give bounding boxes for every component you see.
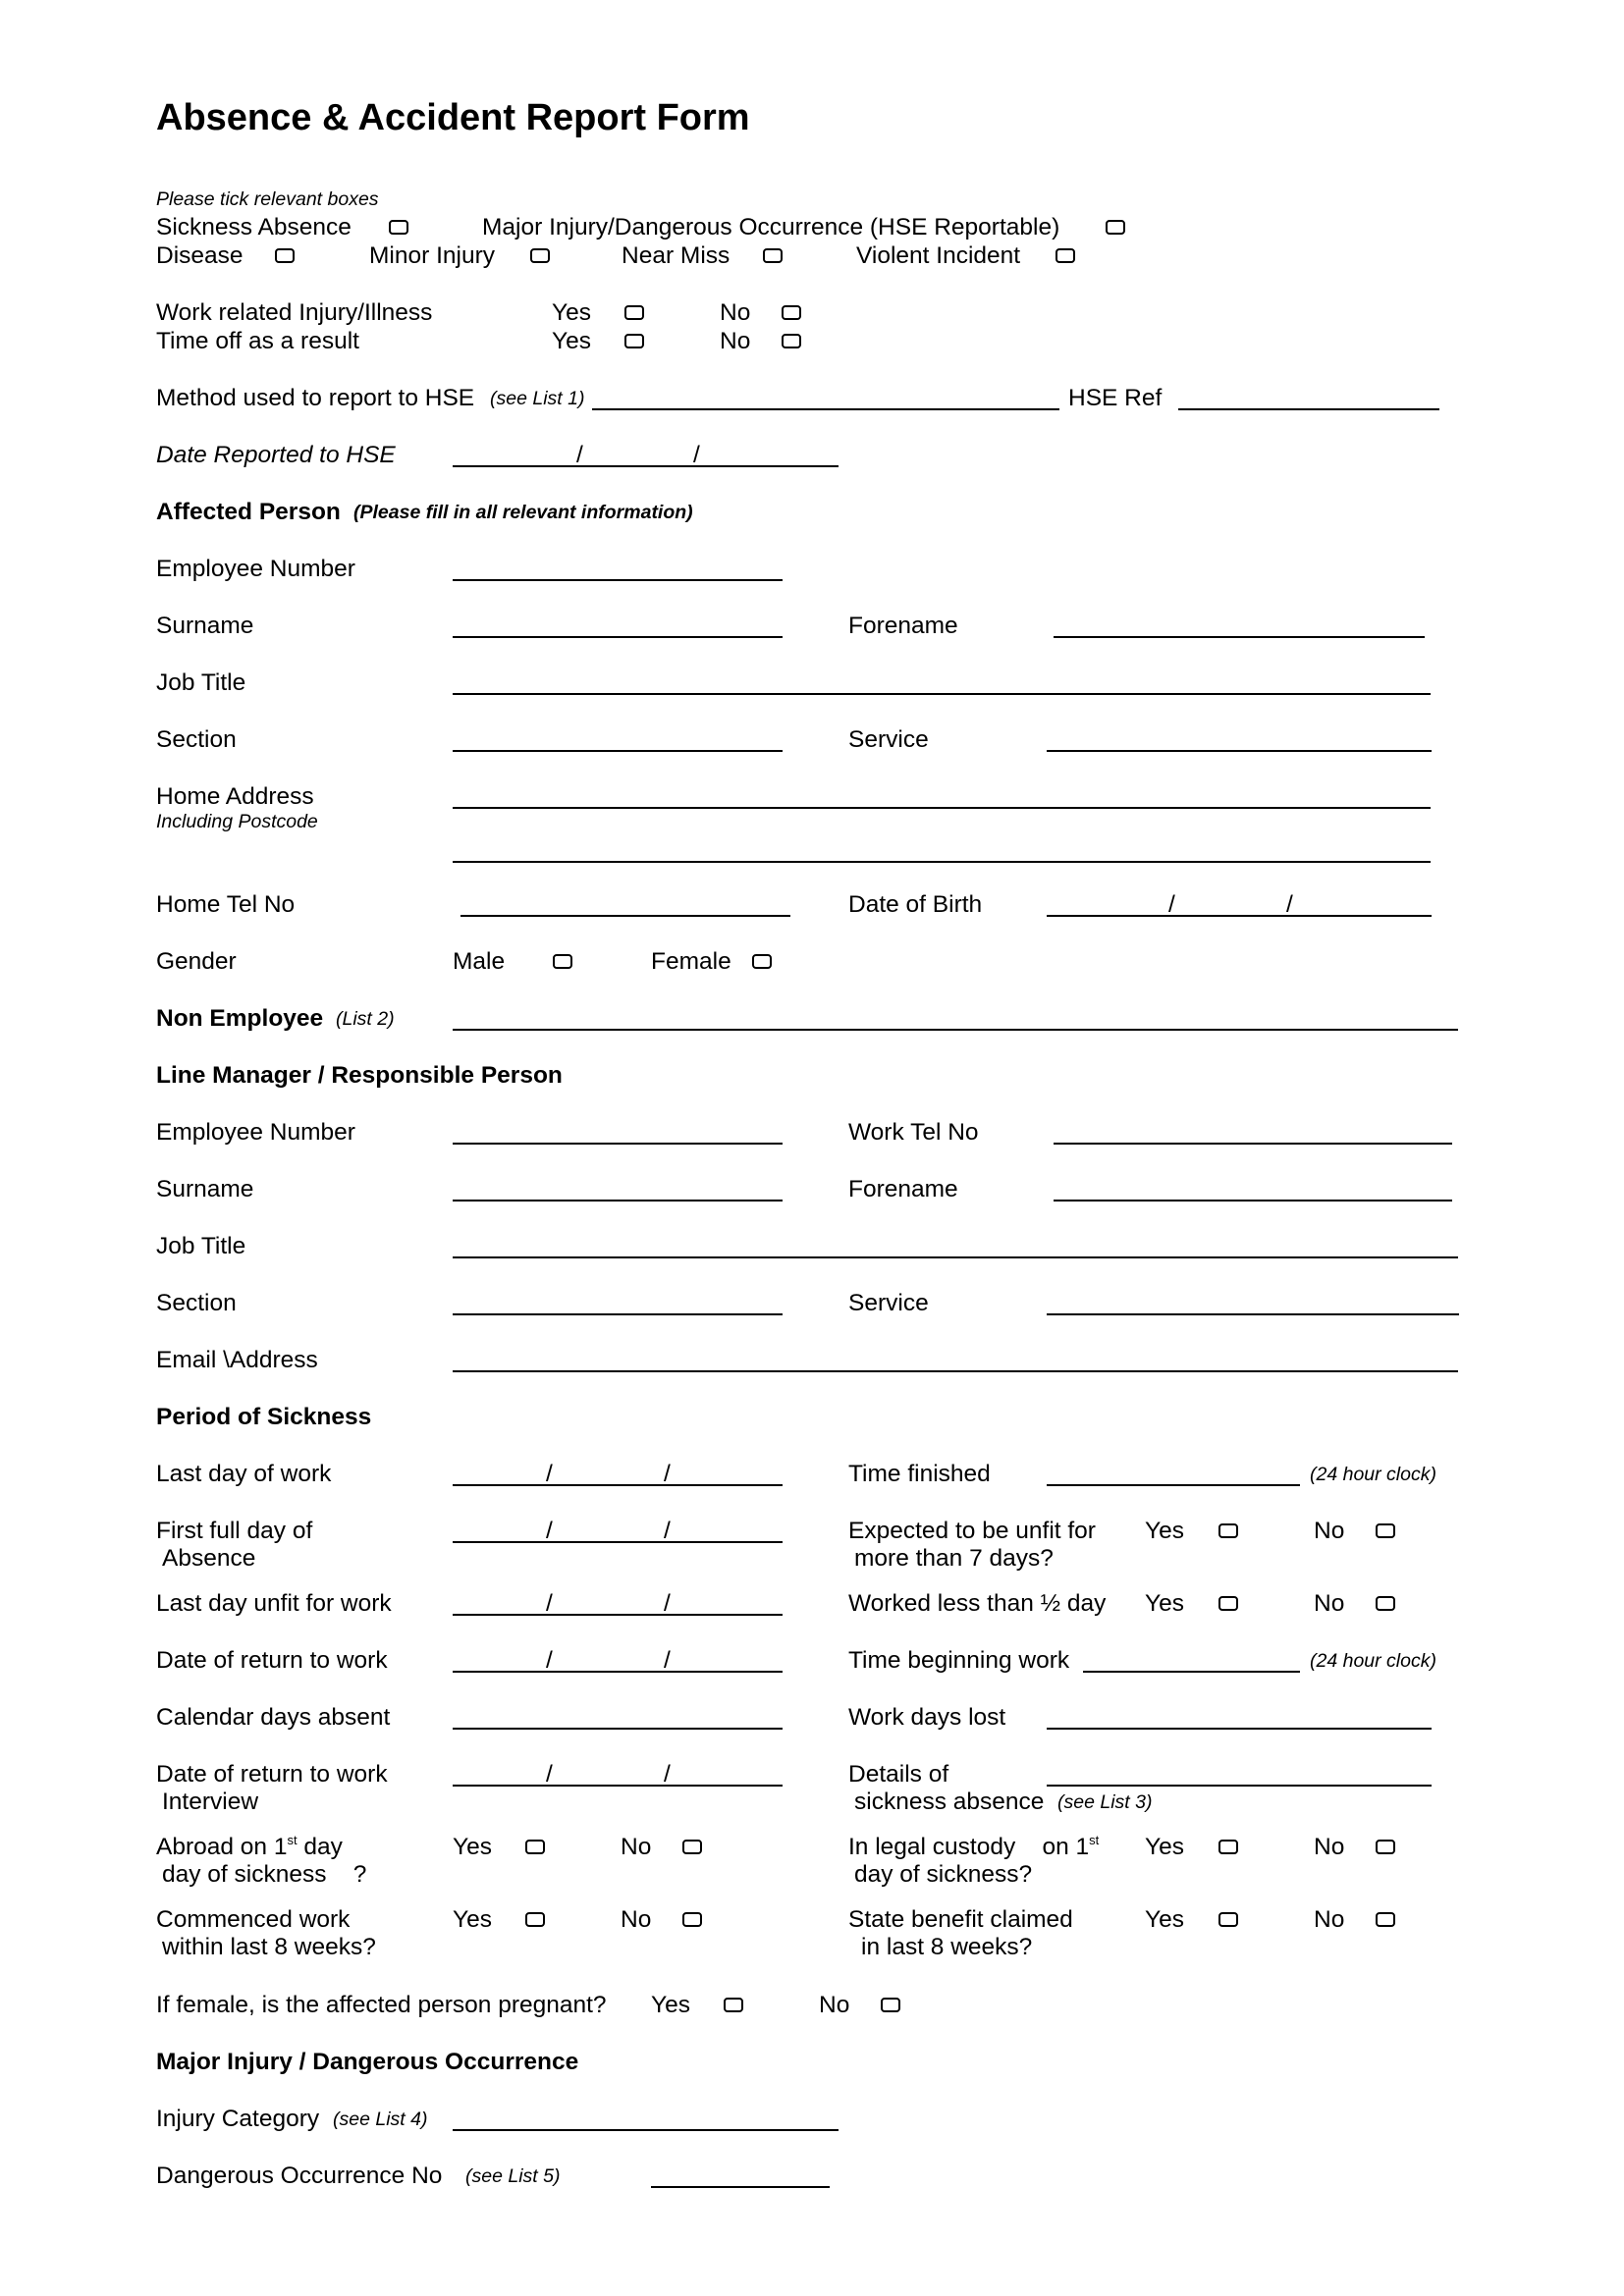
hse-date-label: Date Reported to HSE bbox=[156, 442, 396, 468]
pregnant-yes-checkbox[interactable] bbox=[724, 1998, 743, 2012]
hse-date-field[interactable] bbox=[453, 465, 839, 467]
sickness-heading: Period of Sickness bbox=[156, 1404, 372, 1430]
sickness-absence-checkbox[interactable] bbox=[389, 220, 408, 235]
expected-unfit-label-2: more than 7 days? bbox=[854, 1545, 1054, 1572]
ap-employee-number-field[interactable] bbox=[453, 579, 783, 581]
major-injury-label: Major Injury/Dangerous Occurrence (HSE Reportable) bbox=[482, 214, 1060, 240]
date-separator: / bbox=[546, 1461, 553, 1487]
date-separator: / bbox=[546, 1590, 553, 1617]
ap-employee-number-label: Employee Number bbox=[156, 556, 355, 582]
custody-yes-label: Yes bbox=[1145, 1834, 1184, 1860]
commenced-no-checkbox[interactable] bbox=[682, 1912, 702, 1927]
commenced-label-2: within last 8 weeks? bbox=[162, 1934, 376, 1960]
date-return-label: Date of return to work bbox=[156, 1647, 388, 1674]
ap-section-field[interactable] bbox=[453, 750, 783, 752]
line-manager-heading: Line Manager / Responsible Person bbox=[156, 1062, 563, 1089]
hse-method-label: Method used to report to HSE bbox=[156, 385, 475, 411]
lm-job-title-field[interactable] bbox=[453, 1256, 1458, 1258]
commenced-no-label: No bbox=[621, 1906, 652, 1933]
benefit-yes-checkbox[interactable] bbox=[1218, 1912, 1238, 1927]
abroad-yes-label: Yes bbox=[453, 1834, 492, 1860]
major-injury-heading: Major Injury / Dangerous Occurrence bbox=[156, 2049, 579, 2075]
non-employee-field[interactable] bbox=[453, 1029, 1458, 1031]
hse-ref-label: HSE Ref bbox=[1068, 385, 1163, 411]
injury-category-label: Injury Category bbox=[156, 2106, 320, 2132]
benefit-yes-label: Yes bbox=[1145, 1906, 1184, 1933]
time-finished-field[interactable] bbox=[1047, 1484, 1300, 1486]
date-separator: / bbox=[693, 442, 700, 468]
work-related-label: Work related Injury/Illness bbox=[156, 299, 433, 326]
abroad-label: Abroad on 1st day bbox=[156, 1833, 343, 1860]
hse-method-field[interactable] bbox=[592, 408, 1059, 410]
lm-employee-number-field[interactable] bbox=[453, 1143, 783, 1145]
ap-home-tel-field[interactable] bbox=[460, 915, 790, 917]
last-day-work-label: Last day of work bbox=[156, 1461, 332, 1487]
time-off-yes-checkbox[interactable] bbox=[624, 334, 644, 348]
calendar-days-field[interactable] bbox=[453, 1728, 783, 1730]
lm-surname-field[interactable] bbox=[453, 1200, 783, 1201]
do-number-label: Dangerous Occurrence No bbox=[156, 2163, 443, 2189]
pregnant-no-checkbox[interactable] bbox=[881, 1998, 900, 2012]
tick-hint: Please tick relevant boxes bbox=[156, 188, 379, 210]
date-separator: / bbox=[1168, 891, 1175, 918]
ap-surname-label: Surname bbox=[156, 613, 254, 639]
ap-home-address-label: Home Address bbox=[156, 783, 314, 810]
date-separator: / bbox=[664, 1461, 671, 1487]
ap-service-label: Service bbox=[848, 726, 929, 753]
lm-work-tel-label: Work Tel No bbox=[848, 1119, 979, 1146]
first-full-day-label-2: Absence bbox=[162, 1545, 256, 1572]
sickness-absence-label: Sickness Absence bbox=[156, 214, 352, 240]
date-separator: / bbox=[546, 1647, 553, 1674]
work-related-yes-label: Yes bbox=[552, 299, 591, 326]
pregnant-label: If female, is the affected person pregnant? bbox=[156, 1992, 607, 2018]
ap-surname-field[interactable] bbox=[453, 636, 783, 638]
lm-service-field[interactable] bbox=[1047, 1313, 1459, 1315]
time-off-yes-label: Yes bbox=[552, 328, 591, 354]
details-field[interactable] bbox=[1047, 1785, 1432, 1787]
worked-less-no-label: No bbox=[1314, 1590, 1345, 1617]
hse-ref-field[interactable] bbox=[1178, 408, 1439, 410]
abroad-no-label: No bbox=[621, 1834, 652, 1860]
worked-less-label: Worked less than ½ day bbox=[848, 1590, 1107, 1617]
do-number-field[interactable] bbox=[651, 2186, 830, 2188]
custody-label: In legal custody on 1st bbox=[848, 1833, 1100, 1860]
ap-home-address-field-2[interactable] bbox=[453, 861, 1431, 863]
work-days-lost-label: Work days lost bbox=[848, 1704, 1006, 1731]
last-day-work-field[interactable] bbox=[453, 1484, 783, 1486]
affected-person-heading: Affected Person bbox=[156, 499, 341, 525]
benefit-label: State benefit claimed bbox=[848, 1906, 1073, 1933]
near-miss-checkbox[interactable] bbox=[763, 248, 783, 263]
violent-incident-label: Violent Incident bbox=[856, 242, 1021, 269]
time-off-no-checkbox[interactable] bbox=[782, 334, 801, 348]
lm-work-tel-field[interactable] bbox=[1054, 1143, 1452, 1145]
date-separator: / bbox=[664, 1761, 671, 1788]
date-separator: / bbox=[546, 1761, 553, 1788]
violent-incident-checkbox[interactable] bbox=[1056, 248, 1075, 263]
lm-service-label: Service bbox=[848, 1290, 929, 1316]
ap-section-label: Section bbox=[156, 726, 237, 753]
abroad-label-2: day of sickness ? bbox=[162, 1861, 367, 1888]
ap-job-title-field[interactable] bbox=[453, 693, 1431, 695]
minor-injury-checkbox[interactable] bbox=[530, 248, 550, 263]
lm-job-title-label: Job Title bbox=[156, 1233, 246, 1259]
expected-unfit-yes-label: Yes bbox=[1145, 1518, 1184, 1544]
minor-injury-label: Minor Injury bbox=[369, 242, 495, 269]
ap-forename-field[interactable] bbox=[1054, 636, 1425, 638]
details-label: Details of bbox=[848, 1761, 949, 1788]
date-separator: / bbox=[664, 1518, 671, 1544]
time-beginning-label: Time beginning work bbox=[848, 1647, 1070, 1674]
affected-person-note: (Please fill in all relevant information) bbox=[353, 502, 693, 523]
clock-note: (24 hour clock) bbox=[1310, 1464, 1436, 1485]
work-related-no-checkbox[interactable] bbox=[782, 305, 801, 320]
near-miss-label: Near Miss bbox=[622, 242, 731, 269]
ap-service-field[interactable] bbox=[1047, 750, 1432, 752]
ap-job-title-label: Job Title bbox=[156, 669, 246, 696]
ap-male-label: Male bbox=[453, 948, 506, 975]
date-separator: / bbox=[576, 442, 583, 468]
disease-checkbox[interactable] bbox=[275, 248, 295, 263]
injury-category-note: (see List 4) bbox=[333, 2109, 428, 2130]
non-employee-note: (List 2) bbox=[336, 1008, 395, 1030]
do-number-note: (see List 5) bbox=[465, 2165, 561, 2187]
abroad-no-checkbox[interactable] bbox=[682, 1840, 702, 1854]
lm-email-field[interactable] bbox=[453, 1370, 1458, 1372]
lm-employee-number-label: Employee Number bbox=[156, 1119, 355, 1146]
abroad-yes-checkbox[interactable] bbox=[525, 1840, 545, 1854]
lm-forename-field[interactable] bbox=[1054, 1200, 1452, 1201]
commenced-yes-label: Yes bbox=[453, 1906, 492, 1933]
work-related-yes-checkbox[interactable] bbox=[624, 305, 644, 320]
details-note: (see List 3) bbox=[1057, 1791, 1153, 1813]
worked-less-yes-checkbox[interactable] bbox=[1218, 1596, 1238, 1611]
ap-forename-label: Forename bbox=[848, 613, 958, 639]
benefit-no-checkbox[interactable] bbox=[1376, 1912, 1395, 1927]
custody-no-label: No bbox=[1314, 1834, 1345, 1860]
expected-unfit-no-checkbox[interactable] bbox=[1376, 1523, 1395, 1538]
ap-female-label: Female bbox=[651, 948, 731, 975]
benefit-label-2: in last 8 weeks? bbox=[861, 1934, 1033, 1960]
last-day-unfit-field[interactable] bbox=[453, 1614, 783, 1616]
time-finished-label: Time finished bbox=[848, 1461, 991, 1487]
lm-forename-label: Forename bbox=[848, 1176, 958, 1202]
commenced-label: Commenced work bbox=[156, 1906, 351, 1933]
date-separator: / bbox=[664, 1590, 671, 1617]
ap-dob-field[interactable] bbox=[1047, 915, 1432, 917]
first-full-day-field[interactable] bbox=[453, 1541, 783, 1543]
work-days-lost-field[interactable] bbox=[1047, 1728, 1432, 1730]
time-off-no-label: No bbox=[720, 328, 751, 354]
non-employee-label: Non Employee bbox=[156, 1005, 324, 1032]
lm-section-field[interactable] bbox=[453, 1313, 783, 1315]
injury-category-field[interactable] bbox=[453, 2129, 839, 2131]
lm-email-label: Email \Address bbox=[156, 1347, 318, 1373]
worked-less-no-checkbox[interactable] bbox=[1376, 1596, 1395, 1611]
lm-section-label: Section bbox=[156, 1290, 237, 1316]
pregnant-no-label: No bbox=[819, 1992, 850, 2018]
return-interview-label: Date of return to work bbox=[156, 1761, 388, 1788]
page-title: Absence & Accident Report Form bbox=[156, 97, 750, 138]
details-label-2: sickness absence bbox=[854, 1789, 1045, 1815]
disease-label: Disease bbox=[156, 242, 244, 269]
clock-note: (24 hour clock) bbox=[1310, 1650, 1436, 1672]
pregnant-yes-label: Yes bbox=[651, 1992, 690, 2018]
custody-no-checkbox[interactable] bbox=[1376, 1840, 1395, 1854]
date-return-field[interactable] bbox=[453, 1671, 783, 1673]
expected-unfit-label: Expected to be unfit for bbox=[848, 1518, 1096, 1544]
return-interview-field[interactable] bbox=[453, 1785, 783, 1787]
calendar-days-label: Calendar days absent bbox=[156, 1704, 391, 1731]
work-related-no-label: No bbox=[720, 299, 751, 326]
expected-unfit-yes-checkbox[interactable] bbox=[1218, 1523, 1238, 1538]
ap-dob-label: Date of Birth bbox=[848, 891, 983, 918]
custody-label-2: day of sickness? bbox=[854, 1861, 1033, 1888]
last-day-unfit-label: Last day unfit for work bbox=[156, 1590, 392, 1617]
custody-yes-checkbox[interactable] bbox=[1218, 1840, 1238, 1854]
expected-unfit-no-label: No bbox=[1314, 1518, 1345, 1544]
ap-home-tel-label: Home Tel No bbox=[156, 891, 296, 918]
commenced-yes-checkbox[interactable] bbox=[525, 1912, 545, 1927]
major-injury-checkbox[interactable] bbox=[1106, 220, 1125, 235]
first-full-day-label: First full day of bbox=[156, 1518, 313, 1544]
date-separator: / bbox=[1286, 891, 1293, 918]
lm-surname-label: Surname bbox=[156, 1176, 254, 1202]
ap-gender-label: Gender bbox=[156, 948, 237, 975]
ap-female-checkbox[interactable] bbox=[752, 954, 772, 969]
ap-home-address-field-1[interactable] bbox=[453, 807, 1431, 809]
worked-less-yes-label: Yes bbox=[1145, 1590, 1184, 1617]
time-off-label: Time off as a result bbox=[156, 328, 359, 354]
time-beginning-field[interactable] bbox=[1083, 1671, 1300, 1673]
benefit-no-label: No bbox=[1314, 1906, 1345, 1933]
ap-male-checkbox[interactable] bbox=[553, 954, 572, 969]
date-separator: / bbox=[546, 1518, 553, 1544]
ap-postcode-note: Including Postcode bbox=[156, 811, 318, 832]
hse-method-note: (see List 1) bbox=[490, 388, 585, 409]
return-interview-label-2: Interview bbox=[162, 1789, 259, 1815]
date-separator: / bbox=[664, 1647, 671, 1674]
